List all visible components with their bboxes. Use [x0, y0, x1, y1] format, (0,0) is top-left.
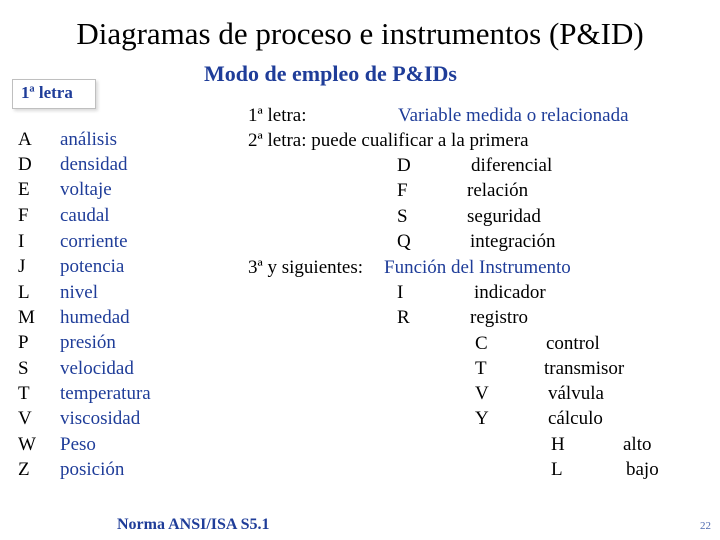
code-letter: I — [18, 231, 25, 252]
code-meaning: corriente — [60, 231, 128, 252]
code-letter: A — [18, 129, 32, 150]
slide-subtitle: Modo de empleo de P&IDs — [204, 61, 457, 86]
code-meaning: Peso — [60, 434, 96, 455]
output-letter: Y — [475, 408, 489, 429]
code-meaning: presión — [60, 332, 116, 353]
output-letter: C — [475, 333, 488, 354]
code-letter: T — [18, 383, 30, 404]
output-meaning: válvula — [548, 383, 604, 404]
third-letter-label: 3ª y siguientes: — [248, 257, 364, 278]
output-letter: V — [475, 383, 489, 404]
modifier-letter: D — [397, 155, 411, 176]
third-letter-description: Función del Instrumento — [384, 257, 571, 278]
code-meaning: caudal — [60, 205, 110, 226]
code-letter: E — [18, 179, 30, 200]
code-meaning: humedad — [60, 307, 130, 328]
code-letter: V — [18, 408, 32, 429]
code-meaning: densidad — [60, 154, 128, 175]
modifier-letter: F — [397, 180, 408, 201]
second-letter-label: 2ª letra: puede cualificar a la primera — [248, 130, 529, 151]
limit-meaning: bajo — [626, 459, 659, 480]
code-meaning: nivel — [60, 282, 98, 303]
function-letter: R — [397, 307, 410, 328]
code-letter: S — [18, 358, 29, 379]
code-meaning: posición — [60, 459, 125, 480]
code-letter: F — [18, 205, 29, 226]
code-meaning: análisis — [60, 129, 117, 150]
code-meaning: temperatura — [60, 383, 151, 404]
limit-letter: H — [551, 434, 565, 455]
first-letter-label: 1ª letra: — [248, 105, 307, 126]
output-meaning: control — [546, 333, 600, 354]
limit-meaning: alto — [623, 434, 652, 455]
function-letter: I — [397, 282, 404, 303]
modifier-letter: S — [397, 206, 408, 227]
modifier-meaning: seguridad — [467, 206, 541, 227]
slide-title: Diagramas de proceso e instrumentos (P&ID) — [76, 16, 644, 51]
code-letter: M — [18, 307, 35, 328]
limit-letter: L — [551, 459, 563, 480]
output-letter: T — [475, 358, 487, 379]
modifier-meaning: diferencial — [471, 155, 553, 176]
modifier-meaning: relación — [467, 180, 529, 201]
output-meaning: transmisor — [544, 358, 625, 379]
code-letter: Z — [18, 459, 30, 480]
code-letter: J — [18, 256, 26, 277]
code-letter: L — [18, 282, 30, 303]
function-meaning: registro — [470, 307, 529, 328]
first-letter-header: 1ª letra — [21, 83, 73, 102]
code-letter: W — [18, 434, 36, 455]
function-meaning: indicador — [474, 282, 546, 303]
code-letter: D — [18, 154, 32, 175]
code-meaning: viscosidad — [60, 408, 141, 429]
code-meaning: potencia — [60, 256, 125, 277]
standard-reference: Norma ANSI/ISA S5.1 — [117, 516, 270, 533]
first-letter-description: Variable medida o relacionada — [398, 105, 629, 126]
modifier-meaning: integración — [470, 231, 556, 252]
code-meaning: voltaje — [60, 179, 112, 200]
page-number: 22 — [700, 520, 711, 532]
output-meaning: cálculo — [548, 408, 603, 429]
code-meaning: velocidad — [60, 358, 134, 379]
code-letter: P — [18, 332, 29, 353]
modifier-letter: Q — [397, 231, 411, 252]
